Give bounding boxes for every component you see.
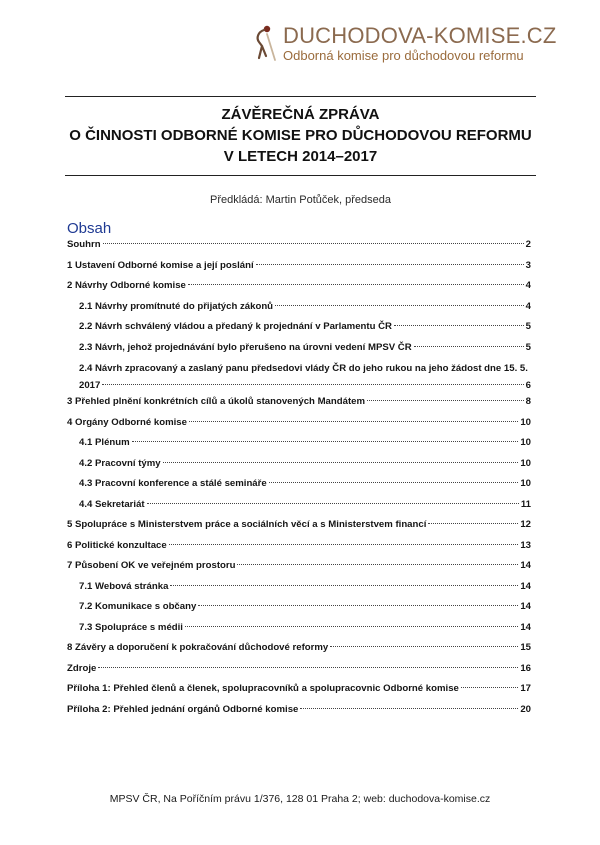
toc-item[interactable]: 2.3 Návrh, jehož projednávání bylo přerušeno na úrovni vedení MPSV ČR 5 xyxy=(79,341,531,353)
dot-leader xyxy=(269,482,519,483)
toc-item[interactable]: 2.2 Návrh schválený vládou a předaný k projednání v Parlamentu ČR 5 xyxy=(79,321,531,332)
person-with-cane-icon xyxy=(253,24,279,64)
dot-leader xyxy=(461,687,518,688)
dot-leader xyxy=(102,384,523,385)
toc-item[interactable]: 7.1 Webová stránka 14 xyxy=(79,580,531,592)
dot-leader xyxy=(275,305,524,306)
dot-leader xyxy=(256,264,524,265)
page-footer: MPSV ČR, Na Poříčním právu 1/376, 128 01 Praha 2; web: duchodova-komise.cz xyxy=(109,793,491,805)
dot-leader xyxy=(169,544,519,545)
title-bottom-rule xyxy=(65,175,536,176)
toc-item[interactable]: 6 Politické konzultace 13 xyxy=(67,539,531,551)
dot-leader xyxy=(414,346,524,347)
presenter-line: Předkládá: Martin Potůček, předseda xyxy=(210,194,391,206)
toc-item[interactable]: 4.4 Sekretariát 11 xyxy=(79,498,531,510)
title-line-3: V LETECH 2014–2017 xyxy=(223,148,378,165)
dot-leader xyxy=(185,626,518,627)
logo-title: DUCHODOVA-KOMISE.CZ xyxy=(283,23,557,48)
toc-item[interactable]: 7.3 Spolupráce s médii 14 xyxy=(79,621,531,633)
dot-leader xyxy=(330,646,518,647)
toc-item[interactable]: 4.3 Pracovní konference a stálé semináře 10 xyxy=(79,478,531,489)
dot-leader xyxy=(163,462,519,463)
dot-leader xyxy=(103,243,524,244)
toc-item[interactable]: 2 Návrhy Odborné komise 4 xyxy=(67,280,531,291)
dot-leader xyxy=(428,523,518,524)
dot-leader xyxy=(170,585,518,586)
table-of-contents xyxy=(67,239,531,724)
toc-item[interactable]: 4 Orgány Odborné komise 10 xyxy=(67,416,531,428)
dot-leader xyxy=(147,503,519,504)
dot-leader xyxy=(188,284,524,285)
title-top-rule xyxy=(65,96,536,97)
document-title xyxy=(65,104,536,167)
dot-leader xyxy=(300,708,518,709)
toc-item[interactable]: Souhrn 2 xyxy=(67,239,531,250)
site-logo xyxy=(253,24,557,68)
toc-item[interactable]: 7 Působení OK ve veřejném prostoru 14 xyxy=(67,560,531,571)
toc-item[interactable]: 5 Spolupráce s Ministerstvem práce a sociálních věcí a s Ministerstvem financí 12 xyxy=(67,519,531,530)
title-line-1: ZÁVĚREČNÁ ZPRÁVA xyxy=(221,106,380,123)
dot-leader xyxy=(132,441,519,442)
logo-subtitle: Odborná komise pro důchodovou reformu xyxy=(283,48,524,63)
toc-heading: Obsah xyxy=(67,220,112,237)
dot-leader xyxy=(237,564,518,565)
dot-leader xyxy=(198,605,518,606)
dot-leader xyxy=(367,400,524,401)
toc-item[interactable]: Příloha 1: Přehled členů a členek, spolupracovníků a spolupracovnic Odborné komise 17 xyxy=(67,683,531,694)
title-line-2: O ČINNOSTI ODBORNÉ KOMISE PRO DŮCHODOVOU REFORMU xyxy=(69,127,532,144)
toc-item[interactable]: Příloha 2: Přehled jednání orgánů Odborné komise 20 xyxy=(67,703,531,715)
toc-item[interactable]: 2.4 Návrh zpracovaný a zaslaný panu předsedovi vlády ČR do jeho rukou na jeho žádost dne 15. 5. 2017 6 xyxy=(79,363,531,391)
dot-leader xyxy=(98,667,518,668)
toc-item[interactable]: 4.2 Pracovní týmy 10 xyxy=(79,457,531,469)
toc-item[interactable]: 2.1 Návrhy promítnuté do přijatých zákonů 4 xyxy=(79,300,531,312)
toc-item[interactable]: 4.1 Plénum 10 xyxy=(79,437,531,448)
toc-item[interactable]: 7.2 Komunikace s občany 14 xyxy=(79,601,531,612)
toc-item[interactable]: 8 Závěry a doporučení k pokračování důchodové reformy 15 xyxy=(67,642,531,653)
toc-item[interactable]: 1 Ustavení Odborné komise a její poslání 3 xyxy=(67,259,531,271)
dot-leader xyxy=(189,421,518,422)
toc-item[interactable]: Zdroje 16 xyxy=(67,662,531,674)
toc-item[interactable]: 3 Přehled plnění konkrétních cílů a úkolů stanovených Mandátem 8 xyxy=(67,396,531,407)
dot-leader xyxy=(394,325,524,326)
